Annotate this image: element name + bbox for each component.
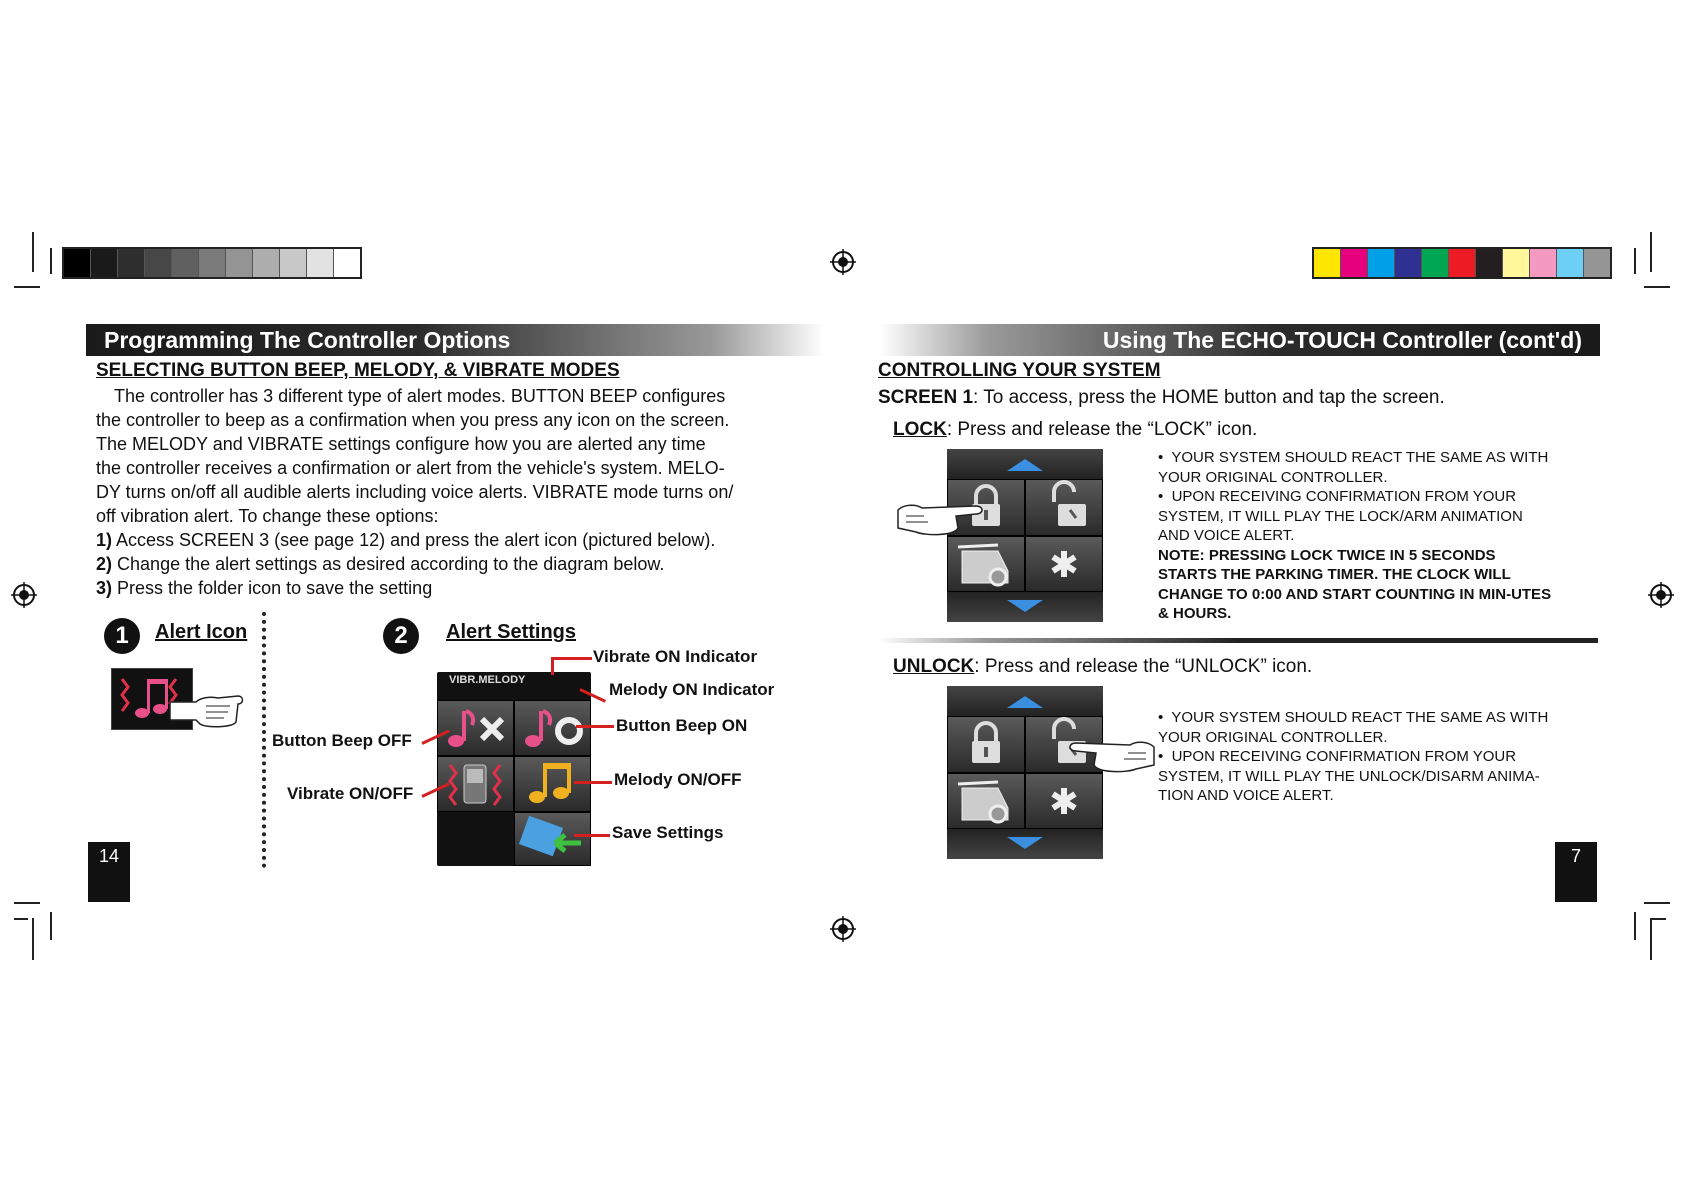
asterisk-icon bbox=[1026, 774, 1102, 828]
bullet-item: • UPON RECEIVING CONFIRMATION FROM YOUR SYSTEM, IT WILL PLAY THE LOCK/ARM ANIMATION AND VOICE ALERT. bbox=[1158, 488, 1523, 544]
scroll-down-arrow-icon[interactable] bbox=[947, 829, 1103, 859]
crop-mark bbox=[32, 232, 34, 272]
screen-title: VIBR.MELODY bbox=[449, 674, 526, 686]
crop-mark bbox=[1634, 912, 1636, 940]
intro-line: the controller to beep as a confirmation when you press any icon on the screen. bbox=[96, 410, 730, 430]
calibration-swatch bbox=[91, 249, 118, 277]
calibration-swatch bbox=[1449, 249, 1476, 277]
intro-line: DY turns on/off all audible alerts including voice alerts. VIBRATE mode turns on/ bbox=[96, 482, 734, 502]
calibration-swatch bbox=[172, 249, 199, 277]
car-trunk-icon bbox=[948, 537, 1024, 591]
calibration-swatch bbox=[118, 249, 145, 277]
bullet-item: • YOUR SYSTEM SHOULD REACT THE SAME AS WITH YOUR ORIGINAL CONTROLLER. bbox=[1158, 709, 1549, 746]
melody-toggle-tile[interactable] bbox=[514, 756, 591, 812]
calibration-swatch bbox=[253, 249, 280, 277]
calibration-swatch bbox=[1530, 249, 1557, 277]
lock-instruction: LOCK: Press and release the “LOCK” icon. bbox=[893, 419, 1258, 440]
calibration-swatch bbox=[1341, 249, 1368, 277]
screen1-instruction: SCREEN 1: To access, press the HOME button and tap the screen. bbox=[878, 387, 1445, 408]
calibration-swatch bbox=[1584, 249, 1610, 277]
lock-icon bbox=[948, 717, 1024, 772]
registration-mark-icon bbox=[1648, 582, 1674, 608]
car-trunk-icon bbox=[948, 774, 1024, 828]
calibration-swatch bbox=[145, 249, 172, 277]
figure1-badge: 1 bbox=[104, 618, 140, 654]
step-item: 3) Press the folder icon to save the setting bbox=[96, 578, 433, 598]
crop-mark bbox=[14, 286, 40, 288]
registration-mark-icon bbox=[830, 916, 856, 942]
section-divider bbox=[878, 638, 1598, 643]
alert-settings-screen bbox=[437, 672, 591, 866]
callout-leader bbox=[574, 834, 610, 837]
note-mute-icon bbox=[438, 701, 513, 755]
crop-mark bbox=[1644, 902, 1670, 904]
scroll-up-arrow-icon[interactable] bbox=[947, 686, 1103, 716]
note-on-icon bbox=[515, 701, 590, 755]
button-beep-off-tile[interactable] bbox=[437, 700, 514, 756]
calibration-swatch bbox=[64, 249, 91, 277]
scroll-up-arrow-icon[interactable] bbox=[947, 449, 1103, 479]
step-item: 1) Access SCREEN 3 (see page 12) and press the alert icon (pictured below). bbox=[96, 530, 716, 550]
crop-mark bbox=[50, 248, 52, 274]
crop-mark bbox=[50, 912, 52, 940]
unlock-button[interactable] bbox=[1025, 479, 1103, 536]
callout-vibrate-onoff: Vibrate ON/OFF bbox=[287, 784, 414, 803]
melody-notes-icon bbox=[515, 757, 590, 811]
crop-mark bbox=[1650, 232, 1652, 272]
crop-mark bbox=[1634, 248, 1636, 274]
calibration-swatch bbox=[1503, 249, 1530, 277]
crop-mark bbox=[14, 918, 28, 920]
callout-vibrate-on-indicator: Vibrate ON Indicator bbox=[593, 647, 758, 666]
pointing-hand-icon bbox=[1066, 735, 1156, 775]
calibration-swatch bbox=[1476, 249, 1503, 277]
calibration-swatch bbox=[1368, 249, 1395, 277]
callout-melody-on-indicator: Melody ON Indicator bbox=[609, 680, 775, 699]
asterisk-icon bbox=[1026, 537, 1102, 591]
crop-mark bbox=[32, 918, 34, 960]
intro-line: the controller receives a confirmation or alert from the vehicle's system. MELO- bbox=[96, 458, 725, 478]
calibration-swatch bbox=[226, 249, 253, 277]
figure2-label: Alert Settings bbox=[446, 621, 577, 643]
calibration-swatch bbox=[280, 249, 307, 277]
intro-line: The MELODY and VIBRATE settings configure how you are alerted any time bbox=[96, 434, 706, 454]
crop-mark bbox=[1652, 918, 1666, 920]
left-page-banner: Programming The Controller Options bbox=[86, 324, 824, 356]
crop-mark bbox=[14, 902, 40, 904]
calibration-swatch bbox=[199, 249, 226, 277]
save-folder-icon bbox=[515, 813, 590, 865]
section-heading: SELECTING BUTTON BEEP, MELODY, & VIBRATE MODES bbox=[96, 360, 620, 381]
scroll-down-arrow-icon[interactable] bbox=[947, 592, 1103, 622]
calibration-swatch bbox=[334, 249, 360, 277]
save-settings-tile[interactable] bbox=[514, 812, 591, 866]
figure-divider bbox=[262, 612, 266, 868]
callout-leader bbox=[574, 781, 612, 784]
aux-button[interactable] bbox=[1025, 536, 1103, 592]
color-calibration-strip bbox=[1312, 247, 1612, 279]
unlock-icon bbox=[1026, 480, 1102, 535]
page-number: 14 bbox=[88, 842, 130, 902]
calibration-swatch bbox=[307, 249, 334, 277]
calibration-swatch bbox=[1422, 249, 1449, 277]
right-page-banner: Using The ECHO-TOUCH Controller (cont'd) bbox=[880, 324, 1600, 356]
callout-melody-onoff: Melody ON/OFF bbox=[614, 770, 742, 789]
callout-leader bbox=[576, 725, 614, 728]
aux-button[interactable] bbox=[1025, 773, 1103, 829]
unlock-bullets bbox=[1158, 708, 1568, 806]
callout-save-settings: Save Settings bbox=[612, 823, 724, 842]
step-item: 2) Change the alert settings as desired according to the diagram below. bbox=[96, 554, 665, 574]
grayscale-calibration-strip bbox=[62, 247, 362, 279]
pointing-hand-icon bbox=[896, 498, 986, 538]
crop-mark bbox=[1644, 286, 1670, 288]
intro-paragraph bbox=[96, 384, 816, 600]
calibration-swatch bbox=[1314, 249, 1341, 277]
pointing-hand-icon bbox=[166, 692, 246, 730]
unlock-instruction: UNLOCK: Press and release the “UNLOCK” icon. bbox=[893, 656, 1313, 677]
bullet-item: • UPON RECEIVING CONFIRMATION FROM YOUR SYSTEM, IT WILL PLAY THE UNLOCK/DISARM ANIMA-TION AND VOICE ALERT. bbox=[1158, 748, 1540, 804]
intro-line: The controller has 3 different type of alert modes. BUTTON BEEP configures bbox=[114, 386, 726, 406]
registration-mark-icon bbox=[11, 582, 37, 608]
figure1-label: Alert Icon bbox=[155, 621, 248, 643]
trunk-button[interactable] bbox=[947, 773, 1025, 829]
figure2-badge: 2 bbox=[383, 618, 419, 654]
page-number: 7 bbox=[1555, 842, 1597, 902]
lock-button[interactable] bbox=[947, 716, 1025, 773]
trunk-button[interactable] bbox=[947, 536, 1025, 592]
callout-button-beep-on: Button Beep ON bbox=[616, 716, 748, 735]
lock-note: NOTE: PRESSING LOCK TWICE IN 5 SECONDS STARTS THE PARKING TIMER. THE CLOCK WILL CHANGE TO 0:00 AND START COUNTING IN MIN-UTES & HOURS. bbox=[1158, 546, 1552, 622]
bullet-item: • YOUR SYSTEM SHOULD REACT THE SAME AS WITH YOUR ORIGINAL CONTROLLER. bbox=[1158, 449, 1549, 486]
callout-leader bbox=[552, 657, 592, 660]
registration-mark-icon bbox=[830, 249, 856, 275]
calibration-swatch bbox=[1395, 249, 1422, 277]
crop-mark bbox=[1650, 918, 1652, 960]
lock-bullets bbox=[1158, 448, 1553, 624]
callout-leader bbox=[551, 657, 554, 675]
callout-button-beep-off: Button Beep OFF bbox=[272, 731, 412, 750]
section-heading: CONTROLLING YOUR SYSTEM bbox=[878, 360, 1161, 381]
calibration-swatch bbox=[1557, 249, 1584, 277]
intro-line: off vibration alert. To change these options: bbox=[96, 506, 439, 526]
button-beep-on-tile[interactable] bbox=[514, 700, 591, 756]
